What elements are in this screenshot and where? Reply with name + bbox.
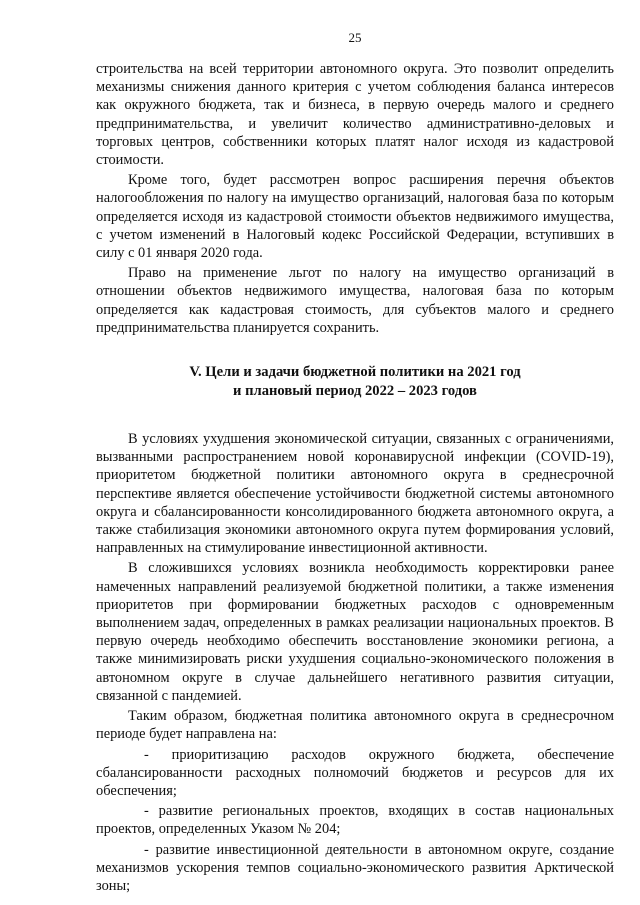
paragraph-tax-benefits: Право на применение льгот по налогу на имущество организаций в отношении объектов недвижимого имущества, налоговая база по которым определяется как кадастровая стоимость, для субъектов малого и среднего предпринимательства планируется сохранить. — [96, 265, 614, 336]
paragraph-policy-adjustment: В сложившихся условиях возникла необходимость корректировки ранее намеченных направлений реализуемой бюджетной политики, а также изменения приоритетов при формировании бюджетных расходов с одновременным выполнением задач, определенных в рамках реализации национальных проектов. В первую очередь необходимо обеспечить восстановление экономики региона, а также минимизировать риски ухудшения социально-экономического положения в автономном округе в случае дальнейшего негативного развития ситуации, связанной с пандемией. — [96, 560, 614, 704]
section-heading-line-2: и плановый период 2022 – 2023 годов — [233, 382, 477, 399]
paragraph-continuation: строительства на всей территории автономного округа. Это позволит определить механизмы снижения данного критерия с учетом соблюдения баланса интересов как окружного бюджета, так и бизнеса, в первую очередь малого и среднего предпринимательства, и увеличит количество административно-деловых и торговых центров, собственники которых платят налог исходя из кадастровой стоимости. — [96, 61, 614, 169]
list-item: - развитие инвестиционной деятельности в автономном округе, создание механизмов ускорения темпов социально-экономического развития Арктической зоны; — [96, 841, 614, 894]
page-number: 25 — [348, 30, 362, 45]
paragraph-economic-conditions: В условиях ухудшения экономической ситуации, связанных с ограничениями, вызванными распространением новой коронавирусной инфекции (COVID-19), приоритетом бюджетной политики автономного округа в среднесрочной перспективе является обеспечение устойчивости бюджетной системы автономного округа и сбалансированности консолидированного бюджета автономного округа, а также стабилизация экономики автономного округа путем формирования условий, направленных на стимулирование инвестиционной активности. — [96, 431, 614, 557]
paragraph-tax-base-expansion: Кроме того, будет рассмотрен вопрос расширения перечня объектов налогообложения по налогу на имущество организаций, налоговая база по которым определяется исходя из кадастровой стоимости объектов недвижимого имущества, с учетом изменений в Налоговый кодекс Российской Федерации, вступивших в силу с 01 января 2020 года. — [96, 172, 614, 262]
paragraph-policy-directions-intro: Таким образом, бюджетная политика автономного округа в среднесрочном периоде будет направлена на: — [96, 708, 614, 743]
section-heading-line-1: V. Цели и задачи бюджетной политики на 2021 год — [189, 364, 521, 381]
list-item: - развитие региональных проектов, входящих в состав национальных проектов, определенных Указом № 204; — [96, 803, 614, 838]
list-item: - приоритизацию расходов окружного бюджета, обеспечение сбалансированности расходных полномочий бюджетов и ресурсов для их обеспечения; — [96, 746, 614, 799]
section-heading — [96, 363, 614, 400]
